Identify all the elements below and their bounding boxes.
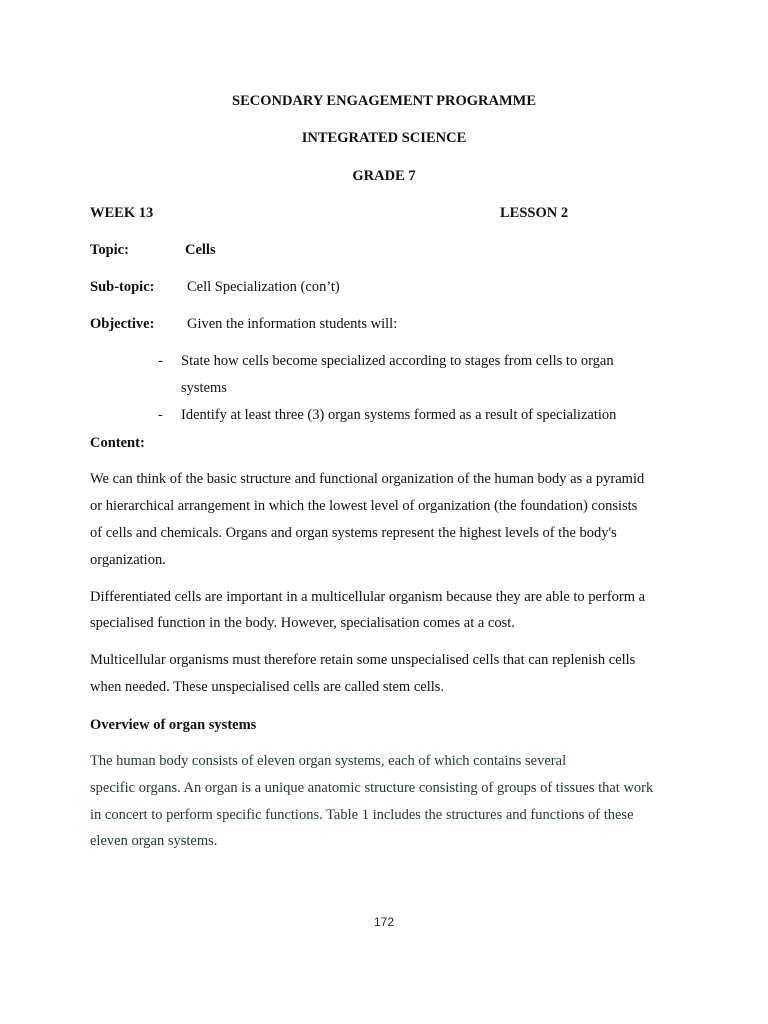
topic-value: Cells: [185, 242, 216, 258]
subject-title: INTEGRATED SCIENCE: [301, 130, 467, 146]
objective-label: Objective:: [90, 316, 155, 332]
lesson-label: LESSON 2: [500, 205, 569, 221]
paragraph-line: organization.: [90, 552, 166, 568]
content-label: Content:: [90, 435, 145, 451]
bullet-1-line-1: State how cells become specialized according to stages from cells to organ: [181, 353, 614, 369]
bullet-2-line-1: Identify at least three (3) organ systems formed as a result of specialization: [181, 407, 617, 423]
week-label: WEEK 13: [90, 205, 154, 221]
paragraph-line: Multicellular organisms must therefore retain some unspecialised cells that can replenish cells: [90, 652, 636, 668]
subtopic-label: Sub-topic:: [90, 279, 155, 295]
objective-value: Given the information students will:: [187, 316, 398, 332]
paragraph-line: or hierarchical arrangement in which the lowest level of organization (the foundation) consists: [90, 498, 638, 514]
bullet-dash: -: [158, 407, 163, 423]
overview-line: eleven organ systems.: [90, 833, 218, 849]
overview-line: The human body consists of eleven organ systems, each of which contains several: [90, 753, 567, 769]
paragraph-line: specialised function in the body. However, specialisation comes at a cost.: [90, 615, 515, 631]
bullet-1-line-2: systems: [181, 380, 227, 396]
topic-label: Topic:: [90, 242, 129, 258]
page-number: 172: [373, 915, 395, 929]
paragraph-line: when needed. These unspecialised cells are called stem cells.: [90, 679, 445, 695]
grade-title: GRADE 7: [352, 168, 416, 184]
subtopic-value: Cell Specialization (con’t): [187, 279, 340, 295]
overview-heading: Overview of organ systems: [90, 717, 257, 733]
overview-line: in concert to perform specific functions. Table 1 includes the structures and functions of these: [90, 807, 634, 823]
paragraph-line: We can think of the basic structure and functional organization of the human body as a pyramid: [90, 471, 645, 487]
paragraph-line: Differentiated cells are important in a multicellular organism because they are able to perform a: [90, 589, 646, 605]
paragraph-line: of cells and chemicals. Organs and organ systems represent the highest levels of the body's: [90, 525, 617, 541]
bullet-dash: -: [158, 353, 163, 369]
overview-line: specific organs. An organ is a unique anatomic structure consisting of groups of tissues that work: [90, 780, 654, 796]
programme-title: SECONDARY ENGAGEMENT PROGRAMME: [232, 93, 536, 109]
